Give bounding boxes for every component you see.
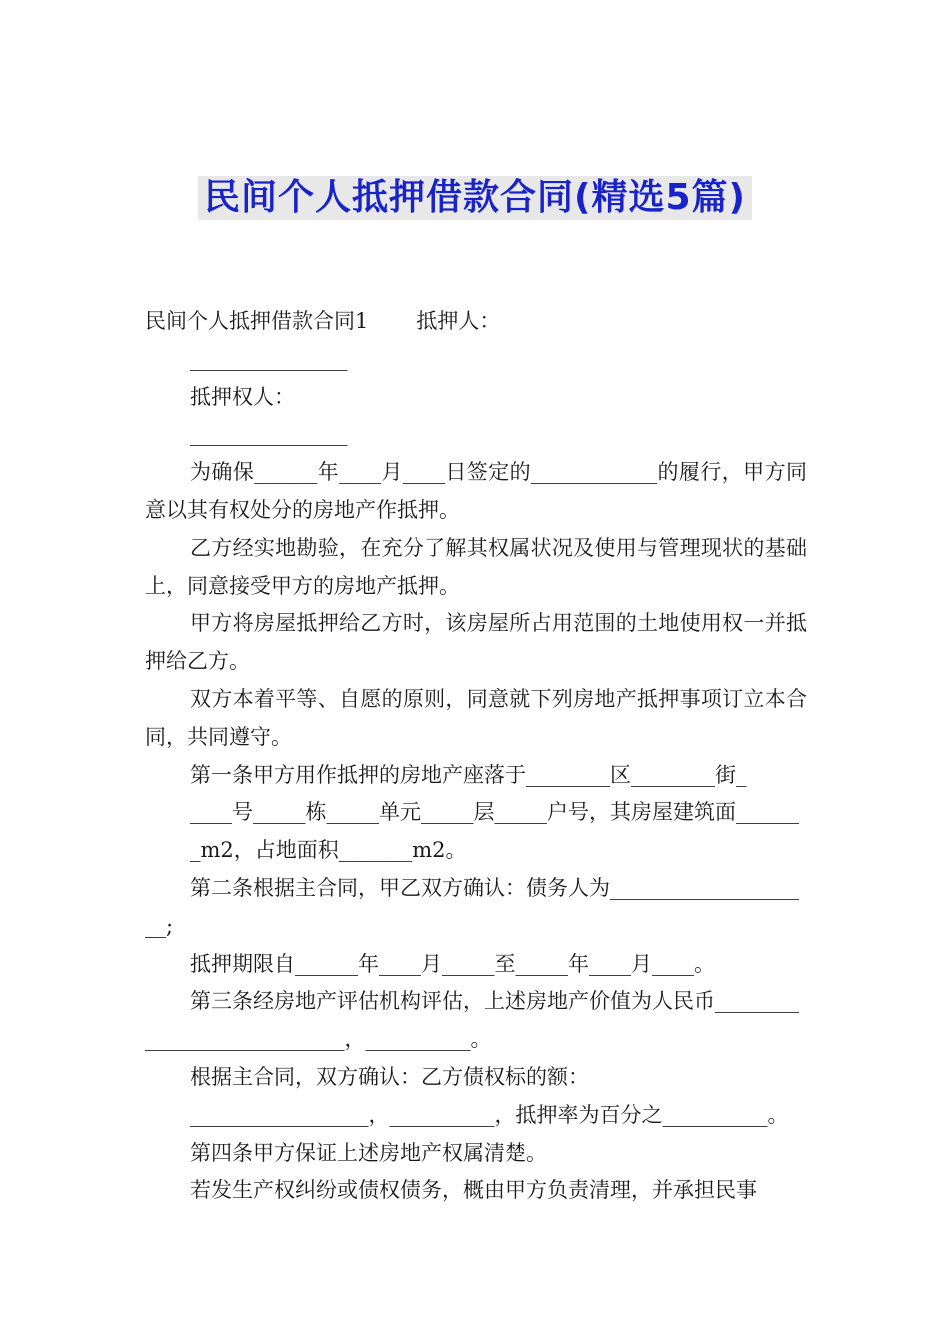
article-one-continued: ____号_____栋_____单元_____层_____户号，其房屋建筑面_______m2，占地面积_______m2。 — [190, 800, 799, 863]
mortgagor-blank: _______________ — [190, 346, 348, 371]
article-three: 第三条经房地产评估机构评估，上述房地产价值为人民币___________________________，__________。 — [145, 989, 799, 1052]
article-one: 第一条甲方用作抵押的房地产座落于________区________街_ — [190, 762, 747, 787]
mortgagor-label: 抵押人： — [416, 309, 501, 333]
document-body — [145, 303, 807, 1210]
contract-heading: 民间个人抵押借款合同1 — [145, 309, 369, 333]
claim-amount-label: 根据主合同，双方确认：乙方债权标的额： — [190, 1064, 589, 1089]
paragraph-inspection: 乙方经实地勘验，在充分了解其权属状况及使用与管理现状的基础上，同意接受甲方的房地产抵押。 — [145, 535, 807, 598]
paragraph-purpose: 为确保______年____月____日签定的____________的履行，甲方同意以其有权处分的房地产作抵押。 — [145, 460, 807, 522]
article-four: 第四条甲方保证上述房地产权属清楚。 — [190, 1140, 547, 1165]
article-two: 第二条根据主合同，甲乙双方确认：债务人为____________________; — [145, 875, 799, 938]
mortgage-term: 抵押期限自______年____月_____至_____年____月____。 — [190, 951, 715, 976]
heading-line — [145, 303, 807, 341]
mortgagee-blank: _______________ — [190, 422, 348, 447]
paragraph-principle: 双方本着平等、自愿的原则，同意就下列房地产抵押事项订立本合同，共同遵守。 — [145, 686, 807, 749]
mortgagee-label: 抵押权人： — [190, 384, 295, 409]
claim-amount-blanks: _________________，__________，抵押率为百分之__________。 — [190, 1102, 789, 1127]
dispute-clause: 若发生产权纠纷或债权债务，概由甲方负责清理，并承担民事 — [190, 1178, 757, 1203]
title-container — [0, 176, 950, 220]
paragraph-land-use: 甲方将房屋抵押给乙方时，该房屋所占用范围的土地使用权一并抵押给乙方。 — [145, 611, 807, 674]
document-title: 民间个人抵押借款合同(精选5篇) — [198, 176, 752, 220]
